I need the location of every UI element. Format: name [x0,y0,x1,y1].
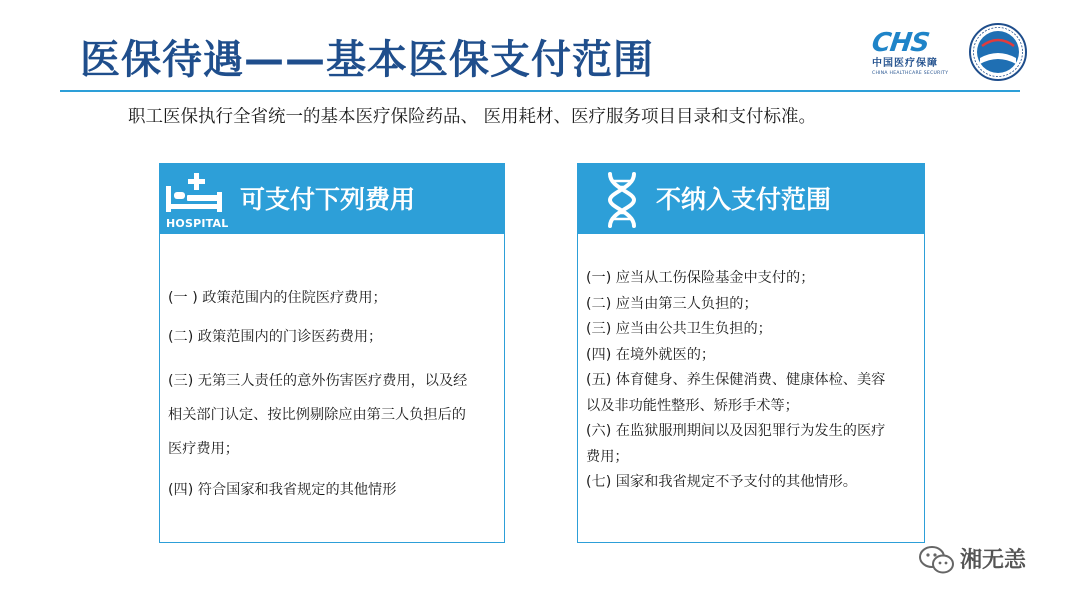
payable-item: (三) 无第三人责任的意外伤害医疗费用，以及经 相关部门认定、按比例剔除应由第三人负担后的 医疗费用； [168,373,468,457]
excluded-item: 以及非功能性整形、矫形手术等； [586,397,799,414]
payable-card-header [160,164,504,234]
hunan-medical-insurance-seal-icon [968,22,1028,82]
payable-item: (一 ) 政策范围内的住院医疗费用； [168,290,387,306]
payable-card-heading: 可支付下列费用 [240,185,416,214]
intro-text: 职工医保执行全省统一的基本医疗保险药品、 医用耗材、医疗服务项目目录和支付标准。 [128,107,817,127]
excluded-item: (二) 应当由第三人负担的； [586,295,758,312]
excluded-item: (四) 在境外就医的； [586,346,716,363]
payable-item: (四) 符合国家和我省规定的其他情形 [168,482,397,498]
excluded-items-list [586,266,918,496]
dna-icon [604,172,640,228]
excluded-card-heading: 不纳入支付范围 [656,185,832,214]
page-title: 医保待遇——基本医保支付范围 [80,37,654,83]
chs-logo-name-en: CHINA HEALTHCARE SECURITY [872,71,949,76]
excluded-item: (七) 国家和我省规定不予支付的其他情形。 [586,474,857,490]
chs-logo [869,28,954,78]
chs-logo-name-cn: 中国医疗保障 [872,58,938,69]
excluded-item: 费用； [586,448,629,465]
hospital-bed-icon [164,170,228,232]
payable-expenses-card [159,163,505,543]
title-divider [60,90,1020,92]
excluded-expenses-card [577,163,925,543]
excluded-item: (一) 应当从工伤保险基金中支付的； [586,270,815,286]
excluded-item: (三) 应当由公共卫生负担的； [586,321,772,337]
excluded-item: (六) 在监狱服刑期间以及因犯罪行为发生的医疗 [586,423,886,439]
wechat-icon [918,544,956,576]
excluded-card-header [578,164,924,234]
chs-logo-mark: CHS [869,28,931,58]
watermark-text: 湘无恙 [960,548,1027,573]
payable-item: (二) 政策范围内的门诊医药费用； [168,329,383,345]
payable-items-list [168,286,498,517]
hospital-icon-label: HOSPITAL [166,217,229,230]
watermark [918,540,1058,580]
excluded-item: (五) 体育健身、养生保健消费、健康体检、美容 [586,372,886,388]
